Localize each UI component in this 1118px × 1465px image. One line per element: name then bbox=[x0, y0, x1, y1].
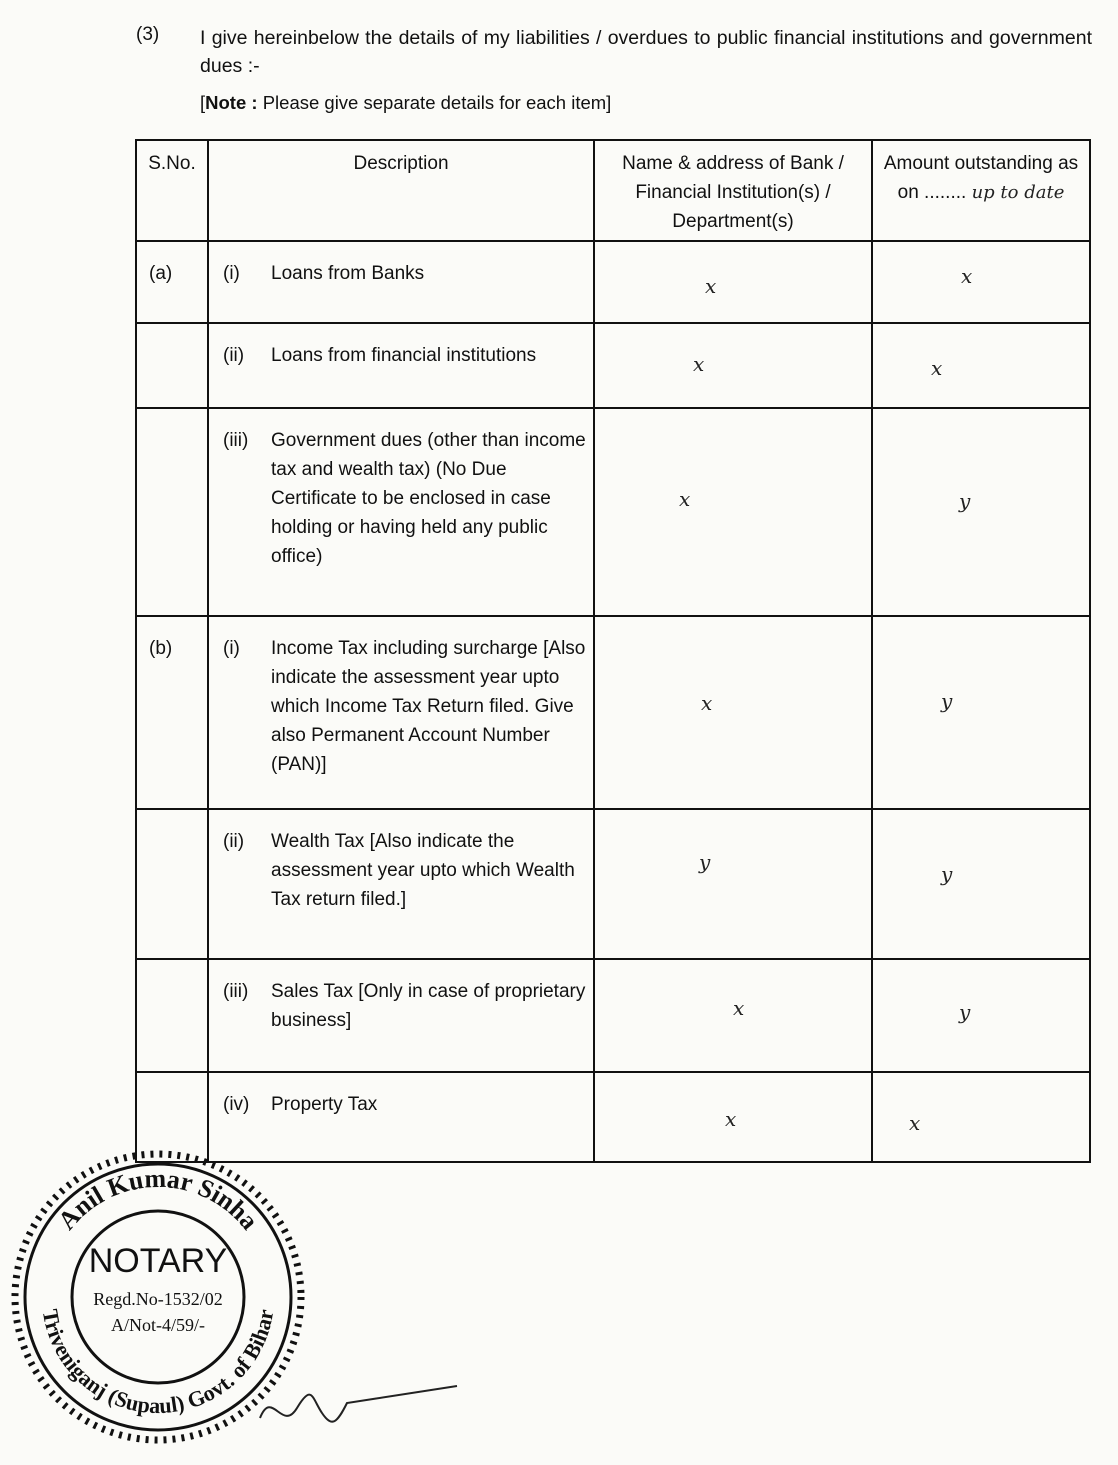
note-text: Please give separate details for each item] bbox=[262, 92, 612, 113]
row-description-text: Income Tax including surcharge [Also indicate the assessment year upto which Income Tax Return filed. Give also Permanent Account Number (PAN)] bbox=[271, 638, 586, 775]
row-amount-cell bbox=[872, 959, 1090, 1072]
row-item-number: (i) bbox=[223, 263, 240, 284]
row-item-number: (iv) bbox=[223, 1094, 250, 1115]
signature bbox=[252, 1378, 462, 1438]
row-description-text: Property Tax bbox=[271, 1094, 378, 1115]
row-sno bbox=[136, 809, 208, 959]
row-description-text: Wealth Tax [Also indicate the assessment year upto which Wealth Tax return filed.] bbox=[271, 831, 575, 910]
amount-handwritten-mark: y bbox=[941, 689, 953, 713]
row-description bbox=[208, 323, 594, 408]
row-description bbox=[208, 241, 594, 323]
row-sno bbox=[136, 323, 208, 408]
row-bank-cell bbox=[594, 616, 872, 809]
row-bank-cell bbox=[594, 408, 872, 616]
header-sno: S.No. bbox=[136, 140, 208, 241]
bank-handwritten-mark: x bbox=[725, 1107, 737, 1131]
row-description-text: Government dues (other than income tax and wealth tax) (No Due Certificate to be enclosed in case holding or having held any public office) bbox=[271, 430, 586, 567]
row-sno bbox=[136, 408, 208, 616]
table-row bbox=[136, 959, 1090, 1072]
signature-scrawl bbox=[252, 1378, 462, 1438]
note-label: Note : bbox=[205, 92, 258, 113]
row-amount-cell bbox=[872, 616, 1090, 809]
seal-ring-top-text: Anil Kumar Sinha bbox=[52, 1163, 265, 1236]
header-amount-prefix: Amount outstanding as on ........ bbox=[883, 153, 1079, 203]
table-row bbox=[136, 616, 1090, 809]
row-description bbox=[208, 809, 594, 959]
header-description: Description bbox=[208, 140, 594, 241]
row-description bbox=[208, 959, 594, 1072]
header-name-address: Name & address of Bank / Financial Institution(s) / Department(s) bbox=[594, 140, 872, 241]
note-open-bracket: [ bbox=[200, 92, 206, 113]
header-amount-handwritten: up to date bbox=[971, 182, 1065, 203]
seal-reg-no: Regd.No-1532/02 bbox=[93, 1289, 223, 1309]
row-description-text: Sales Tax [Only in case of proprietary business] bbox=[271, 981, 586, 1031]
bank-handwritten-mark: x bbox=[693, 352, 705, 376]
amount-handwritten-mark: x bbox=[961, 264, 973, 288]
row-item-number: (ii) bbox=[223, 831, 245, 852]
seal-title: NOTARY bbox=[88, 1242, 228, 1280]
amount-handwritten-mark: y bbox=[959, 1000, 971, 1024]
amount-handwritten-mark: y bbox=[959, 489, 971, 513]
table-row bbox=[136, 809, 1090, 959]
row-item-number: (iii) bbox=[223, 981, 249, 1002]
row-amount-cell bbox=[872, 241, 1090, 323]
row-bank-cell bbox=[594, 809, 872, 959]
note-line bbox=[200, 92, 611, 114]
amount-handwritten-mark: y bbox=[941, 862, 953, 886]
bank-handwritten-mark: x bbox=[701, 691, 713, 715]
row-item-number: (iii) bbox=[223, 430, 249, 451]
bank-handwritten-mark: y bbox=[699, 850, 711, 874]
table-row bbox=[136, 408, 1090, 616]
row-amount-cell bbox=[872, 1072, 1090, 1162]
row-description bbox=[208, 616, 594, 809]
row-item-number: (ii) bbox=[223, 345, 245, 366]
row-sno: (a) bbox=[136, 241, 208, 323]
header-amount bbox=[872, 140, 1090, 241]
row-sno bbox=[136, 959, 208, 1072]
bank-handwritten-mark: x bbox=[679, 487, 691, 511]
row-description-text: Loans from Banks bbox=[271, 263, 425, 284]
row-bank-cell bbox=[594, 323, 872, 408]
row-item-number: (i) bbox=[223, 638, 240, 659]
row-bank-cell bbox=[594, 241, 872, 323]
row-bank-cell bbox=[594, 959, 872, 1072]
row-amount-cell bbox=[872, 809, 1090, 959]
bank-handwritten-mark: x bbox=[705, 274, 717, 298]
table-row bbox=[136, 241, 1090, 323]
row-amount-cell bbox=[872, 408, 1090, 616]
section-intro: I give hereinbelow the details of my liabilities / overdues to public financial institutions and government dues :- bbox=[200, 27, 1092, 77]
row-sno: (b) bbox=[136, 616, 208, 809]
row-bank-cell bbox=[594, 1072, 872, 1162]
seal-ref: A/Not-4/59/- bbox=[111, 1315, 205, 1335]
row-amount-cell bbox=[872, 323, 1090, 408]
amount-handwritten-mark: x bbox=[931, 356, 943, 380]
row-description-text: Loans from financial institutions bbox=[271, 345, 537, 366]
section-number: (3) bbox=[136, 24, 160, 45]
table-row bbox=[136, 323, 1090, 408]
row-description bbox=[208, 408, 594, 616]
table-header-row bbox=[136, 140, 1090, 241]
liabilities-table bbox=[135, 139, 1091, 1163]
amount-handwritten-mark: x bbox=[909, 1111, 921, 1135]
seal-ring-bottom-text: Triveniganj (Supaul) Govt. of Bihar bbox=[37, 1307, 279, 1419]
bank-handwritten-mark: x bbox=[733, 996, 745, 1020]
